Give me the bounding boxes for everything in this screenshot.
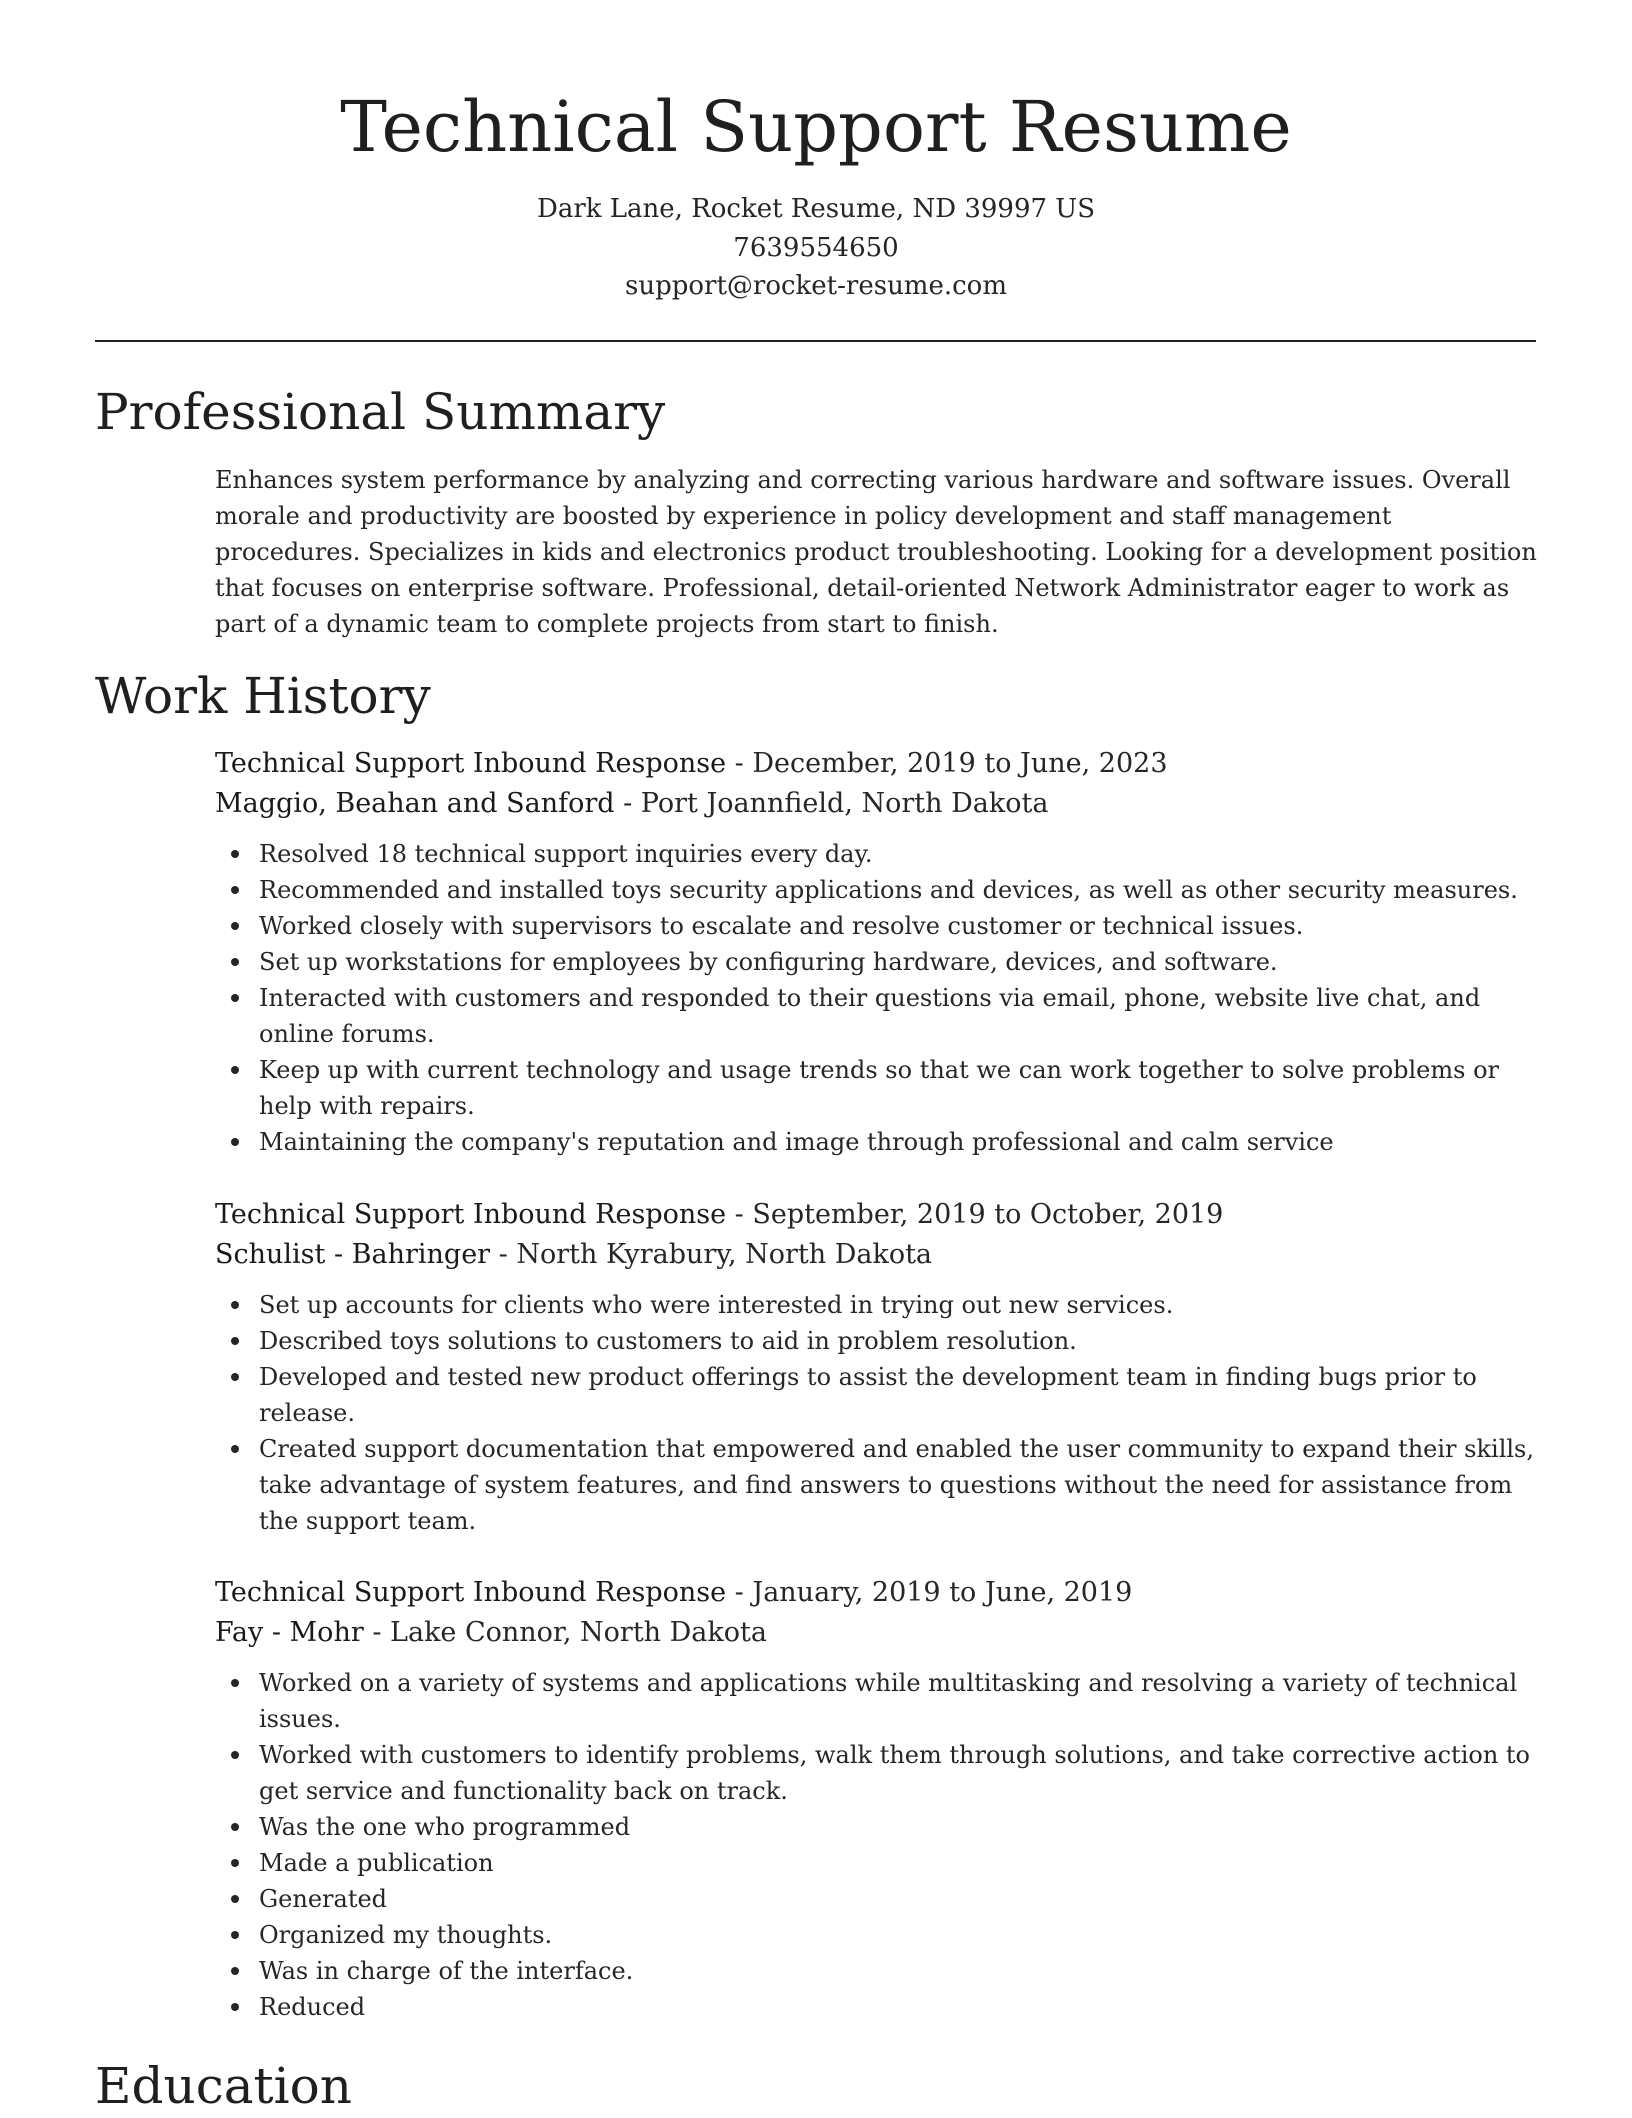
contact-phone: 7639554650 bbox=[733, 233, 899, 263]
list-item bbox=[215, 872, 1540, 908]
bullet-icon bbox=[231, 1445, 239, 1453]
list-item bbox=[215, 836, 1540, 872]
contact-email: support@rocket-resume.com bbox=[624, 271, 1007, 301]
duty-text: Maintaining the company's reputation and image through professional and calm service bbox=[259, 1128, 1334, 1156]
job-dates: - January, 2019 to June, 2019 bbox=[726, 1577, 1133, 1608]
bullet-icon bbox=[231, 1931, 239, 1939]
duty-text: Set up workstations for employees by configuring hardware, devices, and software. bbox=[259, 948, 1278, 976]
job-company-line bbox=[215, 784, 1540, 824]
bullet-icon bbox=[231, 958, 239, 966]
job-dates: - December, 2019 to June, 2023 bbox=[726, 748, 1168, 779]
list-item bbox=[215, 1989, 1540, 2025]
list-item bbox=[215, 1881, 1540, 1917]
duty-text: Was the one who programmed bbox=[259, 1813, 631, 1841]
job-entry bbox=[215, 1195, 1540, 1539]
duty-text: Interacted with customers and responded to their questions via email, phone, website live chat, and online forums. bbox=[259, 984, 1481, 1048]
list-item bbox=[215, 1359, 1540, 1431]
bullet-icon bbox=[231, 1967, 239, 1975]
bullet-icon bbox=[231, 1751, 239, 1759]
contact-address: Dark Lane, Rocket Resume, ND 39997 US bbox=[536, 194, 1096, 224]
job-duties-list bbox=[215, 1287, 1540, 1539]
list-item bbox=[215, 1431, 1540, 1539]
job-title: Technical Support Inbound Response bbox=[215, 1577, 727, 1608]
list-item bbox=[215, 1917, 1540, 1953]
duty-text: Developed and tested new product offerings to assist the development team in finding bugs prior to release. bbox=[259, 1363, 1477, 1427]
job-title-line bbox=[215, 1195, 1540, 1235]
job-title-line bbox=[215, 744, 1540, 784]
job-duties-list bbox=[215, 1665, 1540, 2025]
list-item bbox=[215, 1845, 1540, 1881]
job-title: Technical Support Inbound Response bbox=[215, 1199, 727, 1230]
bullet-icon bbox=[231, 1823, 239, 1831]
duty-text: Described toys solutions to customers to aid in problem resolution. bbox=[259, 1327, 1077, 1355]
bullet-icon bbox=[231, 1066, 239, 1074]
job-company-line bbox=[215, 1613, 1540, 1653]
list-item bbox=[215, 1665, 1540, 1737]
job-company: Schulist - Bahringer bbox=[215, 1239, 491, 1270]
duty-text: Worked on a variety of systems and applications while multitasking and resolving a variety of technical issues. bbox=[259, 1669, 1518, 1733]
list-item bbox=[215, 1953, 1540, 1989]
job-title: Technical Support Inbound Response bbox=[215, 748, 727, 779]
summary-heading: Professional Summary bbox=[95, 383, 666, 441]
job-dates: - September, 2019 to October, 2019 bbox=[726, 1199, 1224, 1230]
duty-text: Worked with customers to identify problems, walk them through solutions, and take corrective action to get service and functionality back on track. bbox=[259, 1741, 1531, 1805]
bullet-icon bbox=[231, 994, 239, 1002]
duty-text: Keep up with current technology and usage trends so that we can work together to solve problems or help with repairs. bbox=[259, 1056, 1500, 1120]
job-company-line bbox=[215, 1235, 1540, 1275]
summary-text: Enhances system performance by analyzing and correcting various hardware and software issues. Overall morale and productivity are boosted by experience in policy development and staff management procedures. Specializes in kids and electronics product troubleshooting. Looking for a development position that focuses on enterprise software. Professional, detail-oriented Network Administrator eager to work as part of a dynamic team to complete projects from start to finish. bbox=[215, 466, 1537, 638]
bullet-icon bbox=[231, 886, 239, 894]
bullet-icon bbox=[231, 1895, 239, 1903]
duty-text: Generated bbox=[259, 1885, 388, 1913]
list-item bbox=[215, 1287, 1540, 1323]
duty-text: Recommended and installed toys security applications and devices, as well as other security measures. bbox=[259, 876, 1518, 904]
duty-text: Resolved 18 technical support inquiries every day. bbox=[259, 840, 873, 868]
duty-text: Made a publication bbox=[259, 1849, 494, 1877]
job-company: Maggio, Beahan and Sanford bbox=[215, 788, 615, 819]
job-location: - North Kyrabury, North Dakota bbox=[490, 1239, 933, 1270]
work-history-heading: Work History bbox=[95, 667, 431, 725]
bullet-icon bbox=[231, 1859, 239, 1867]
header-divider bbox=[95, 340, 1536, 342]
list-item bbox=[215, 1124, 1540, 1160]
duty-text: Created support documentation that empowered and enabled the user community to expand their skills, take advantage of system features, and find answers to questions without the need for assistance from the support team. bbox=[259, 1435, 1534, 1535]
bullet-icon bbox=[231, 2003, 239, 2011]
job-duties-list bbox=[215, 836, 1540, 1160]
bullet-icon bbox=[231, 850, 239, 858]
duty-text: Worked closely with supervisors to escalate and resolve customer or technical issues. bbox=[259, 912, 1304, 940]
duty-text: Organized my thoughts. bbox=[259, 1921, 553, 1949]
bullet-icon bbox=[231, 1301, 239, 1309]
duty-text: Set up accounts for clients who were interested in trying out new services. bbox=[259, 1291, 1174, 1319]
job-location: - Port Joannfield, North Dakota bbox=[614, 788, 1049, 819]
job-location: - Lake Connor, North Dakota bbox=[363, 1617, 767, 1648]
job-company: Fay - Mohr bbox=[215, 1617, 364, 1648]
list-item bbox=[215, 1737, 1540, 1809]
bullet-icon bbox=[231, 1373, 239, 1381]
duty-text: Was in charge of the interface. bbox=[259, 1957, 634, 1985]
bullet-icon bbox=[231, 1138, 239, 1146]
list-item bbox=[215, 1052, 1540, 1124]
job-entry bbox=[215, 744, 1540, 1160]
duty-text: Reduced bbox=[259, 1993, 366, 2021]
list-item bbox=[215, 1809, 1540, 1845]
job-title-line bbox=[215, 1573, 1540, 1613]
job-entry bbox=[215, 1573, 1540, 2025]
list-item bbox=[215, 1323, 1540, 1359]
list-item bbox=[215, 908, 1540, 944]
list-item bbox=[215, 980, 1540, 1052]
list-item bbox=[215, 944, 1540, 980]
bullet-icon bbox=[231, 1337, 239, 1345]
bullet-icon bbox=[231, 1679, 239, 1687]
education-heading: Education bbox=[95, 2057, 352, 2115]
resume-title: Technical Support Resume bbox=[340, 86, 1292, 168]
bullet-icon bbox=[231, 922, 239, 930]
